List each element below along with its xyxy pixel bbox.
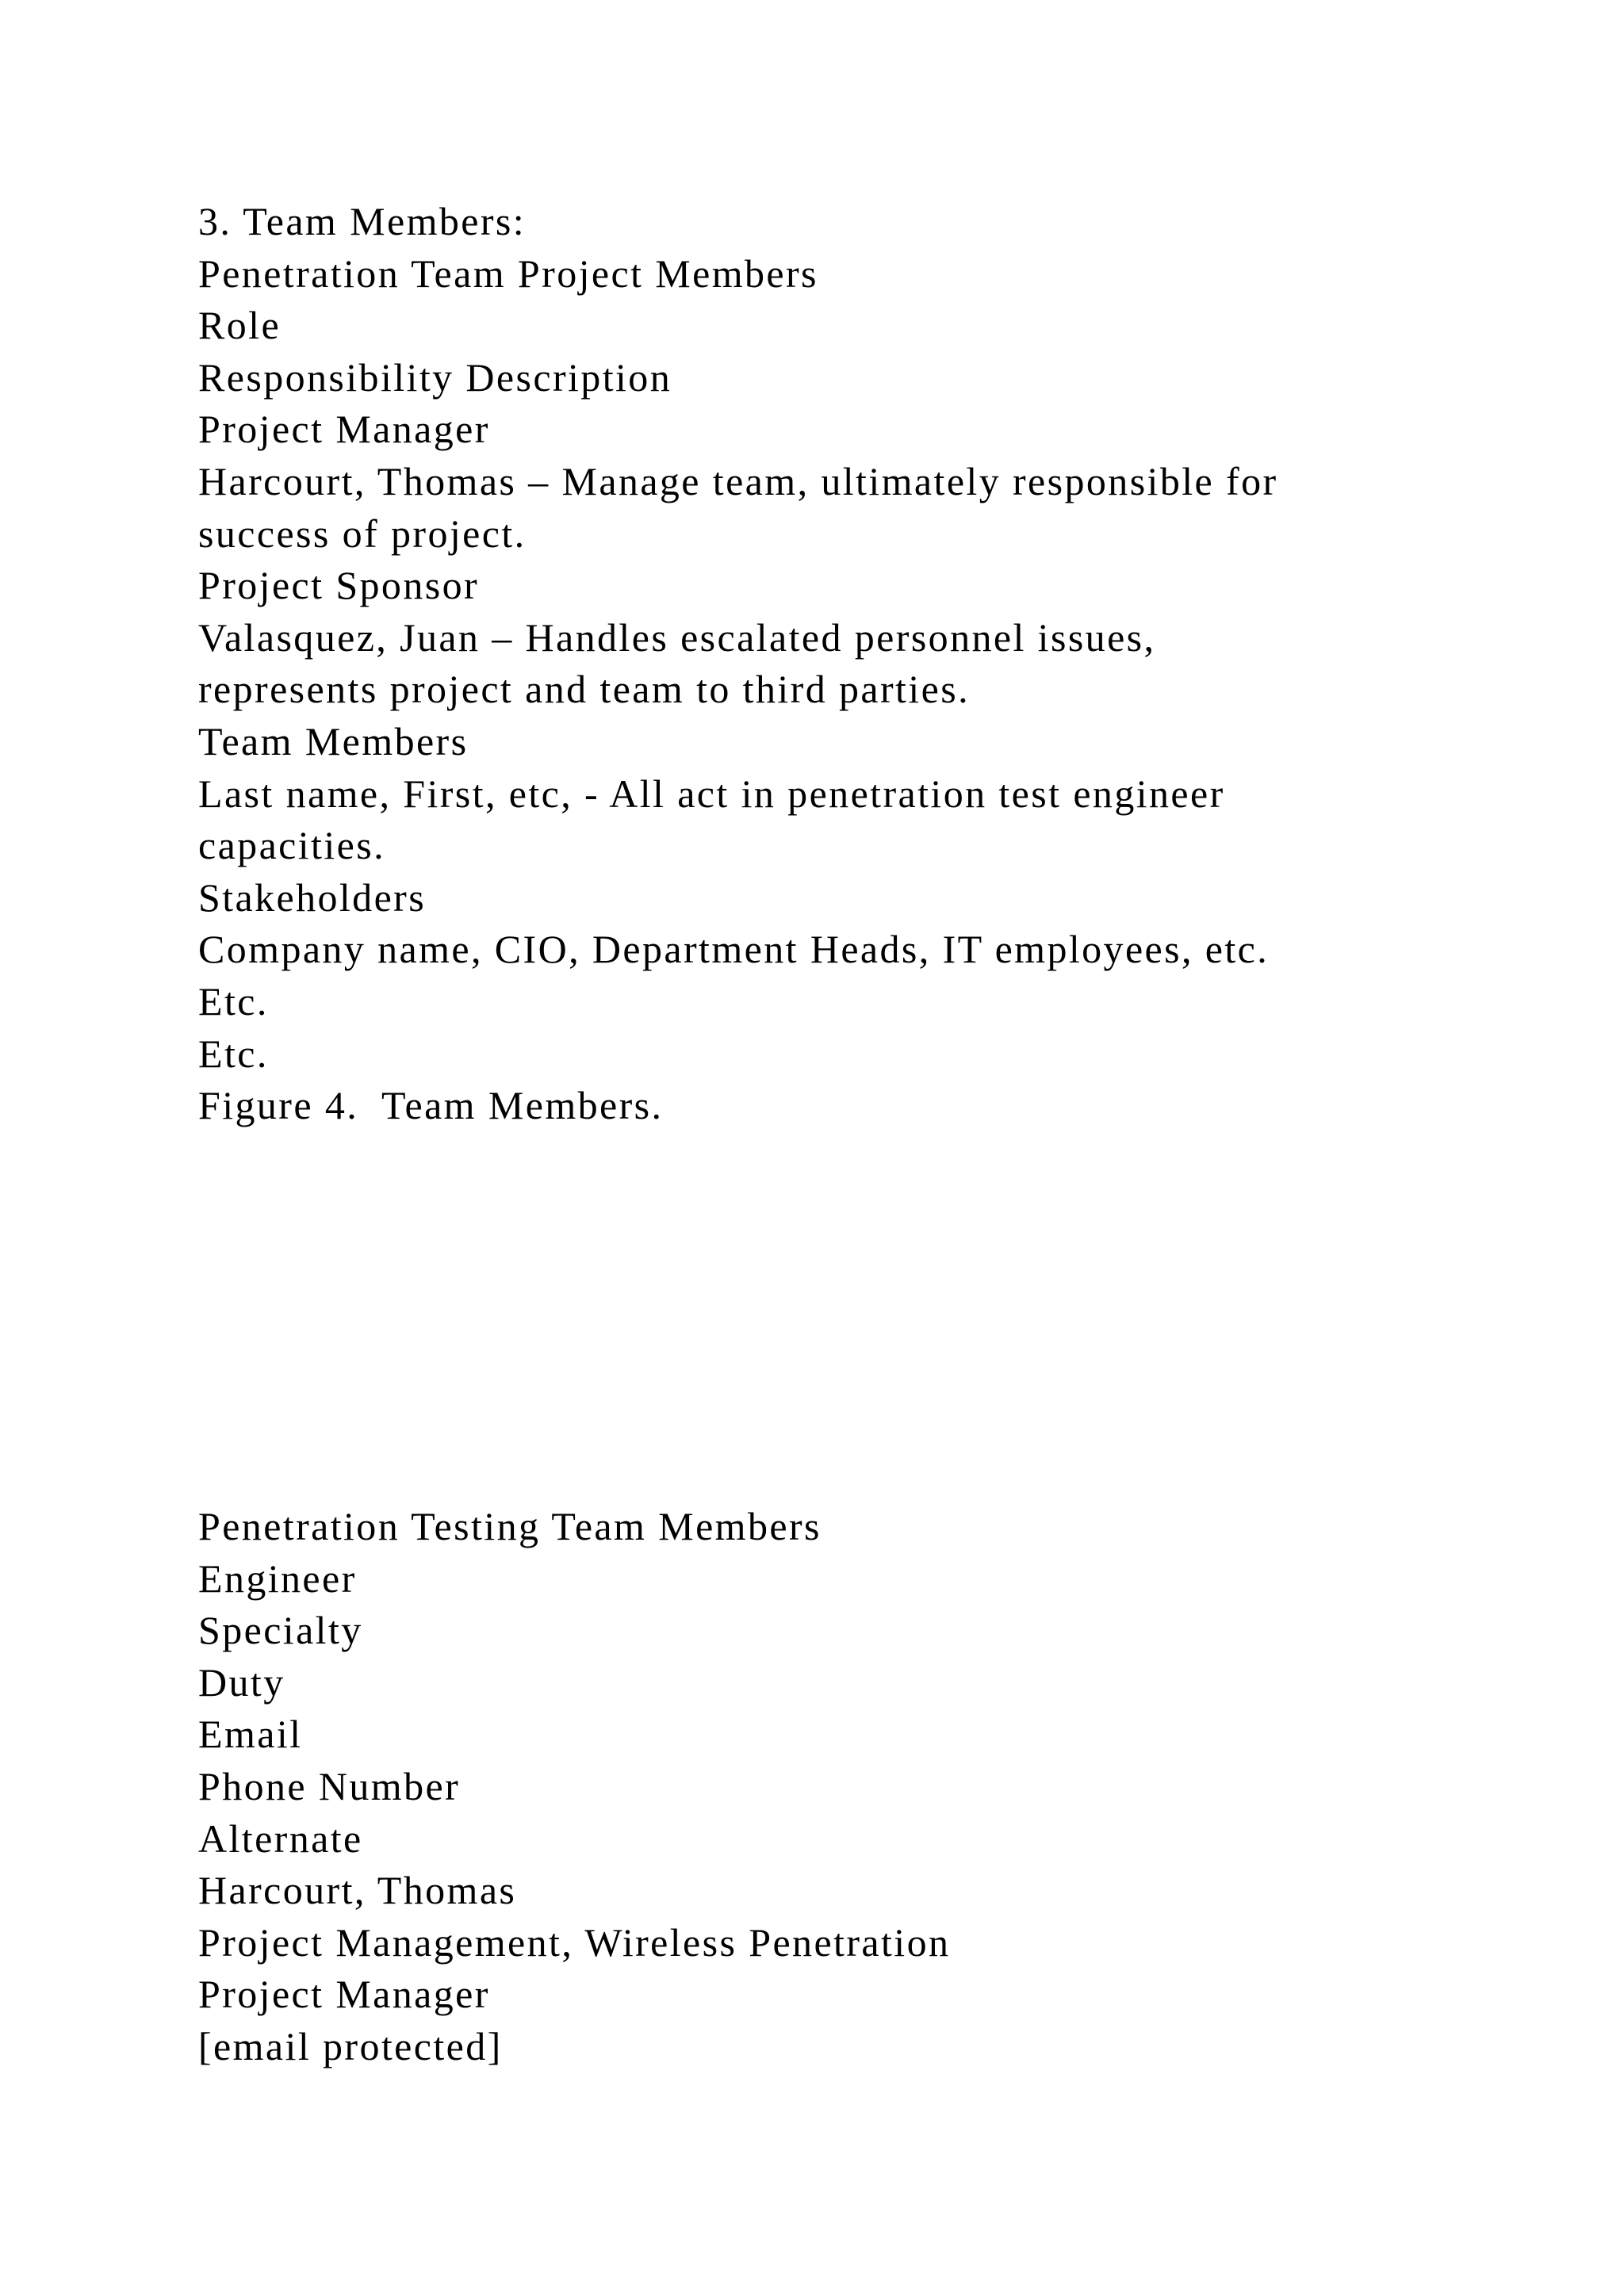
role-etc: Etc. [198,978,269,1024]
responsibility-etc: Etc. [198,1031,269,1076]
column-header-duty: Duty [198,1659,285,1705]
responsibility-project-sponsor-cont: represents project and team to third parties. [198,667,970,712]
column-header-specialty: Specialty [198,1608,363,1653]
column-header-role: Role [198,303,282,348]
responsibility-team-members: Last name, First, etc, - All act in penetration test engineer [198,771,1225,816]
column-header-engineer: Engineer [198,1556,357,1601]
column-header-responsibility: Responsibility Description [198,354,672,400]
column-header-phone: Phone Number [198,1763,461,1808]
responsibility-stakeholders: Company name, CIO, Department Heads, IT employees, etc. [198,927,1270,972]
column-header-email: Email [198,1712,303,1757]
table-title: Penetration Team Project Members [198,251,818,296]
column-header-alternate: Alternate [198,1816,363,1861]
role-project-sponsor: Project Sponsor [198,563,480,608]
responsibility-project-sponsor: Valasquez, Juan – Handles escalated personnel issues, [198,614,1156,660]
engineer-name: Harcourt, Thomas [198,1868,517,1913]
team-members-section [198,196,1435,1132]
role-stakeholders: Stakeholders [198,874,427,920]
role-project-manager: Project Manager [198,407,490,452]
responsibility-project-manager: Harcourt, Thomas – Manage team, ultimately responsible for [198,458,1278,503]
table-title: Penetration Testing Team Members [198,1504,822,1548]
responsibility-project-manager-cont: success of project. [198,511,527,556]
responsibility-team-members-cont: capacities. [198,823,385,868]
section-heading: 3. Team Members: [198,199,527,243]
figure-caption: Figure 4. Team Members. [198,1083,664,1128]
engineer-email: [email protected] [198,2023,503,2068]
engineer-duty: Project Manager [198,1972,490,2017]
testing-team-section [198,1501,1435,2073]
engineer-specialty: Project Management, Wireless Penetration [198,1919,951,1965]
role-team-members: Team Members [198,718,469,763]
